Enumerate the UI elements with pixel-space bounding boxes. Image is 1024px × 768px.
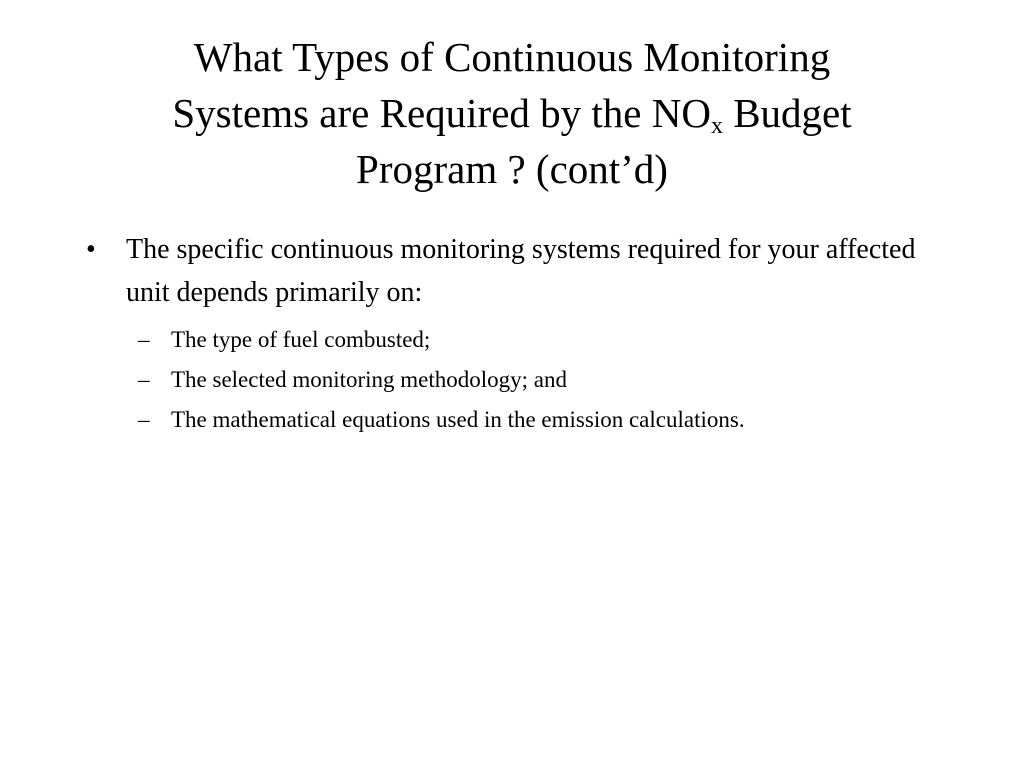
title-subscript: x	[710, 113, 723, 139]
sub-bullet-list	[86, 320, 956, 440]
title-line-2-text: Systems are Required by the NO	[172, 90, 711, 136]
sub-bullet-marker: –	[138, 407, 150, 432]
title-line-3: Program ? (cont’d)	[356, 146, 668, 192]
sub-bullet-text: The mathematical equations used in the emission calculations.	[171, 407, 745, 432]
sub-bullet-text: The type of fuel combusted;	[171, 327, 431, 352]
sub-bullet-marker: –	[138, 367, 150, 392]
sub-bullet-item	[86, 360, 956, 400]
slide-title	[100, 29, 924, 197]
bullet-item	[86, 228, 956, 314]
title-line-1: What Types of Continuous Monitoring	[193, 34, 831, 80]
sub-bullet-text: The selected monitoring methodology; and	[171, 367, 568, 392]
sub-bullet-item	[86, 320, 956, 360]
bullet-text: The specific continuous monitoring systems required for your affected unit depends primarily on:	[126, 234, 916, 308]
sub-bullet-marker: –	[138, 327, 150, 352]
bullet-marker: •	[86, 234, 96, 265]
slide-body	[86, 228, 956, 440]
sub-bullet-item	[86, 400, 956, 440]
title-line-2-end: Budget	[722, 90, 852, 136]
title-line-2	[172, 90, 852, 139]
